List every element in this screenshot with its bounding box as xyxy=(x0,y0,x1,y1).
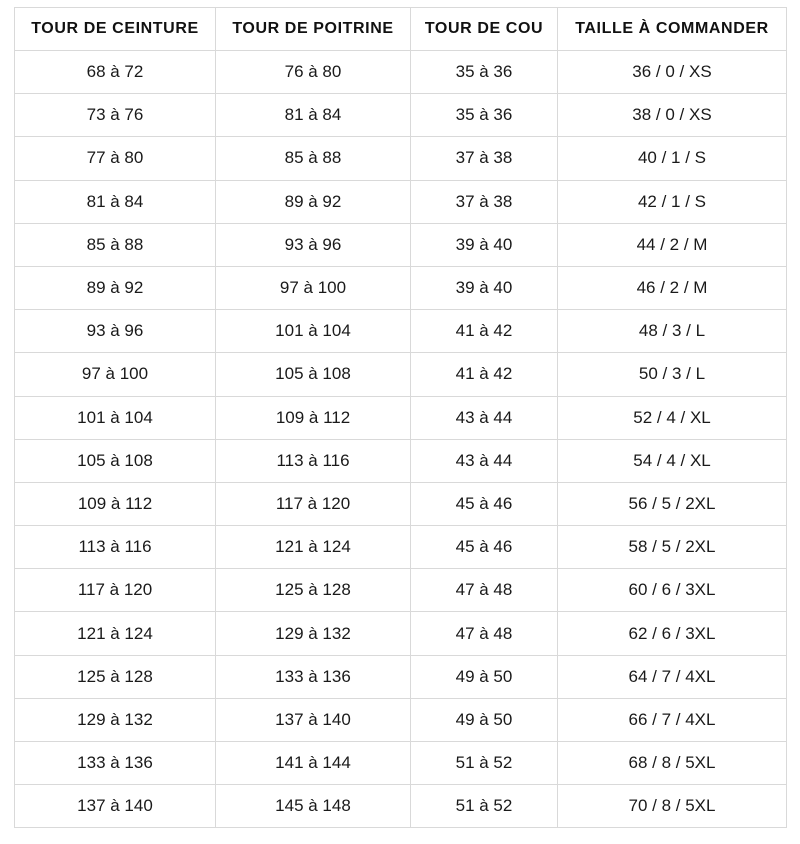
cell-neck: 41 à 42 xyxy=(411,310,558,353)
cell-neck: 49 à 50 xyxy=(411,698,558,741)
size-table-body xyxy=(15,51,787,828)
cell-neck: 43 à 44 xyxy=(411,396,558,439)
cell-neck: 49 à 50 xyxy=(411,655,558,698)
header-chest: TOUR DE POITRINE xyxy=(216,8,411,51)
cell-waist: 93 à 96 xyxy=(15,310,216,353)
cell-waist: 109 à 112 xyxy=(15,482,216,525)
cell-chest: 101 à 104 xyxy=(216,310,411,353)
cell-order-size: 44 / 2 / M xyxy=(558,223,787,266)
table-row xyxy=(15,180,787,223)
cell-order-size: 42 / 1 / S xyxy=(558,180,787,223)
cell-chest: 133 à 136 xyxy=(216,655,411,698)
cell-order-size: 52 / 4 / XL xyxy=(558,396,787,439)
table-row xyxy=(15,439,787,482)
table-row xyxy=(15,655,787,698)
cell-chest: 141 à 144 xyxy=(216,742,411,785)
table-row xyxy=(15,310,787,353)
cell-waist: 125 à 128 xyxy=(15,655,216,698)
cell-chest: 113 à 116 xyxy=(216,439,411,482)
table-row xyxy=(15,612,787,655)
cell-chest: 85 à 88 xyxy=(216,137,411,180)
cell-order-size: 50 / 3 / L xyxy=(558,353,787,396)
cell-neck: 39 à 40 xyxy=(411,266,558,309)
cell-order-size: 70 / 8 / 5XL xyxy=(558,785,787,828)
table-row xyxy=(15,51,787,94)
cell-waist: 77 à 80 xyxy=(15,137,216,180)
size-table xyxy=(14,7,787,828)
cell-neck: 47 à 48 xyxy=(411,612,558,655)
table-row xyxy=(15,569,787,612)
cell-neck: 37 à 38 xyxy=(411,137,558,180)
cell-order-size: 62 / 6 / 3XL xyxy=(558,612,787,655)
cell-neck: 35 à 36 xyxy=(411,51,558,94)
cell-waist: 133 à 136 xyxy=(15,742,216,785)
table-row xyxy=(15,482,787,525)
cell-neck: 39 à 40 xyxy=(411,223,558,266)
cell-chest: 137 à 140 xyxy=(216,698,411,741)
cell-order-size: 68 / 8 / 5XL xyxy=(558,742,787,785)
table-row xyxy=(15,698,787,741)
cell-waist: 121 à 124 xyxy=(15,612,216,655)
cell-waist: 113 à 116 xyxy=(15,526,216,569)
cell-chest: 125 à 128 xyxy=(216,569,411,612)
size-chart xyxy=(14,7,786,828)
cell-order-size: 38 / 0 / XS xyxy=(558,94,787,137)
header-neck: TOUR DE COU xyxy=(411,8,558,51)
cell-chest: 109 à 112 xyxy=(216,396,411,439)
cell-neck: 37 à 38 xyxy=(411,180,558,223)
cell-chest: 129 à 132 xyxy=(216,612,411,655)
cell-waist: 101 à 104 xyxy=(15,396,216,439)
cell-order-size: 48 / 3 / L xyxy=(558,310,787,353)
cell-chest: 97 à 100 xyxy=(216,266,411,309)
table-row xyxy=(15,137,787,180)
cell-neck: 47 à 48 xyxy=(411,569,558,612)
cell-order-size: 56 / 5 / 2XL xyxy=(558,482,787,525)
cell-waist: 117 à 120 xyxy=(15,569,216,612)
cell-chest: 121 à 124 xyxy=(216,526,411,569)
table-row xyxy=(15,396,787,439)
cell-neck: 45 à 46 xyxy=(411,482,558,525)
cell-neck: 43 à 44 xyxy=(411,439,558,482)
cell-chest: 89 à 92 xyxy=(216,180,411,223)
cell-neck: 45 à 46 xyxy=(411,526,558,569)
cell-chest: 76 à 80 xyxy=(216,51,411,94)
cell-waist: 105 à 108 xyxy=(15,439,216,482)
cell-chest: 145 à 148 xyxy=(216,785,411,828)
table-row xyxy=(15,742,787,785)
table-row xyxy=(15,223,787,266)
table-row xyxy=(15,266,787,309)
cell-order-size: 40 / 1 / S xyxy=(558,137,787,180)
cell-order-size: 60 / 6 / 3XL xyxy=(558,569,787,612)
cell-waist: 89 à 92 xyxy=(15,266,216,309)
cell-chest: 105 à 108 xyxy=(216,353,411,396)
header-row xyxy=(15,8,787,51)
cell-neck: 35 à 36 xyxy=(411,94,558,137)
table-row xyxy=(15,785,787,828)
cell-neck: 51 à 52 xyxy=(411,785,558,828)
cell-waist: 73 à 76 xyxy=(15,94,216,137)
cell-order-size: 46 / 2 / M xyxy=(558,266,787,309)
cell-neck: 51 à 52 xyxy=(411,742,558,785)
cell-waist: 129 à 132 xyxy=(15,698,216,741)
cell-waist: 81 à 84 xyxy=(15,180,216,223)
table-row xyxy=(15,526,787,569)
cell-order-size: 36 / 0 / XS xyxy=(558,51,787,94)
cell-order-size: 58 / 5 / 2XL xyxy=(558,526,787,569)
cell-order-size: 66 / 7 / 4XL xyxy=(558,698,787,741)
cell-chest: 117 à 120 xyxy=(216,482,411,525)
cell-waist: 137 à 140 xyxy=(15,785,216,828)
cell-neck: 41 à 42 xyxy=(411,353,558,396)
cell-waist: 68 à 72 xyxy=(15,51,216,94)
table-row xyxy=(15,353,787,396)
cell-chest: 81 à 84 xyxy=(216,94,411,137)
cell-waist: 97 à 100 xyxy=(15,353,216,396)
header-order-size: TAILLE À COMMANDER xyxy=(558,8,787,51)
size-table-header xyxy=(15,8,787,51)
cell-order-size: 54 / 4 / XL xyxy=(558,439,787,482)
header-waist: TOUR DE CEINTURE xyxy=(15,8,216,51)
cell-waist: 85 à 88 xyxy=(15,223,216,266)
table-row xyxy=(15,94,787,137)
cell-order-size: 64 / 7 / 4XL xyxy=(558,655,787,698)
cell-chest: 93 à 96 xyxy=(216,223,411,266)
